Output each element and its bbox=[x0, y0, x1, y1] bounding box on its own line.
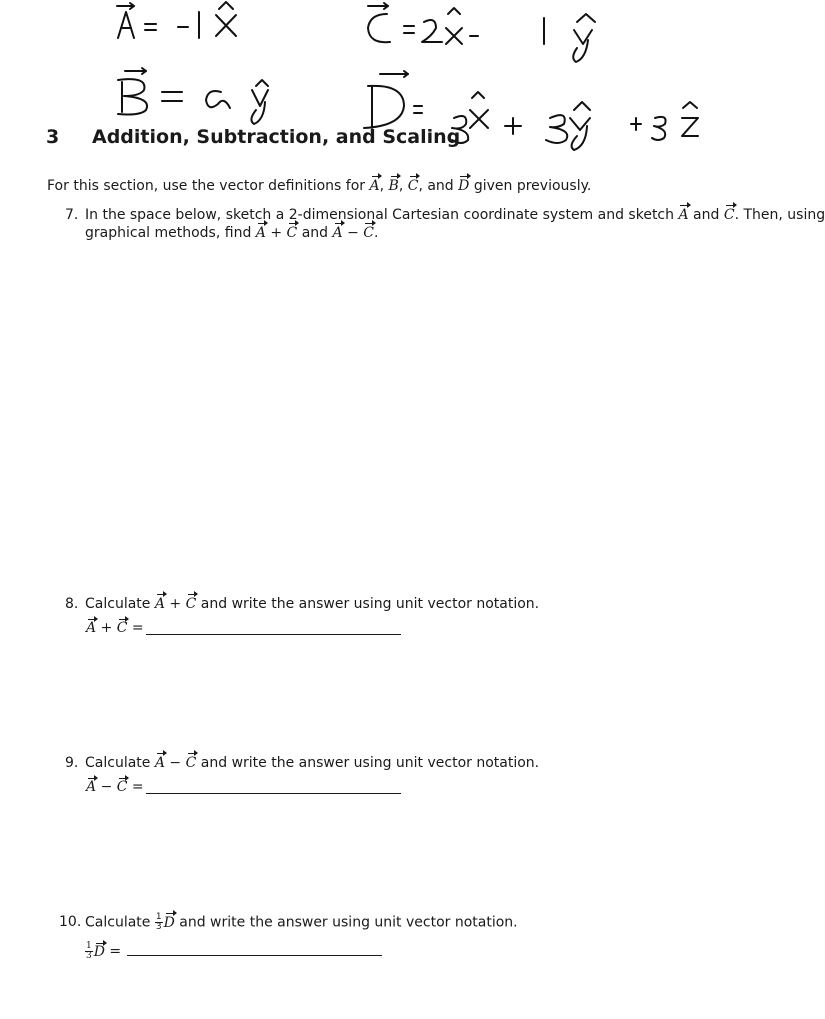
vector-c: C bbox=[185, 755, 197, 771]
fraction-denominator: 3 bbox=[86, 951, 92, 961]
q7-text: graphical methods, find bbox=[85, 225, 256, 241]
q10-text: and write the answer using unit vector notation. bbox=[174, 914, 518, 931]
minus-operator: − bbox=[96, 779, 117, 795]
vector-c: C bbox=[116, 620, 128, 636]
plus-operator: + bbox=[164, 596, 186, 612]
equals-sign: = bbox=[127, 779, 144, 795]
vector-a: A bbox=[154, 755, 165, 771]
vector-a: A bbox=[86, 779, 97, 795]
q9-prompt bbox=[85, 754, 539, 772]
plus-operator: + bbox=[96, 620, 117, 636]
q7-text: . Then, using bbox=[734, 207, 825, 223]
vector-d: D bbox=[163, 914, 175, 931]
handwritten-eq-c bbox=[368, 3, 595, 62]
q7-line-1 bbox=[85, 206, 825, 224]
vector-b: B bbox=[388, 178, 399, 194]
intro-separator: , bbox=[379, 178, 389, 194]
handwritten-eq-a bbox=[117, 2, 236, 38]
q7-text: and bbox=[297, 225, 333, 241]
handwritten-eq-b bbox=[118, 68, 268, 124]
q10-text: Calculate bbox=[85, 914, 155, 931]
fraction-numerator: 1 bbox=[155, 912, 162, 922]
vector-c: C bbox=[286, 225, 298, 241]
plus-operator: + bbox=[265, 225, 287, 241]
section-number: 3 bbox=[46, 126, 60, 148]
q9-number: 9. bbox=[65, 755, 79, 771]
fraction-one-third bbox=[155, 913, 163, 932]
fraction-one-third bbox=[85, 942, 93, 961]
intro-separator: , and bbox=[418, 178, 459, 194]
intro-separator: , bbox=[398, 178, 408, 194]
q9-text: Calculate bbox=[85, 755, 155, 771]
q8-answer-blank[interactable] bbox=[146, 634, 401, 635]
minus-operator: − bbox=[342, 225, 364, 241]
q7-text: and bbox=[688, 207, 724, 223]
q10-number: 10. bbox=[59, 914, 82, 930]
q9-text: and write the answer using unit vector notation. bbox=[196, 755, 540, 771]
section-intro bbox=[47, 177, 591, 195]
q8-answer-label bbox=[86, 620, 144, 636]
q7-line-2 bbox=[85, 224, 378, 242]
q9-answer-blank[interactable] bbox=[146, 793, 401, 794]
q9-answer-label bbox=[86, 779, 144, 795]
q7-text: . bbox=[374, 225, 379, 241]
minus-operator: − bbox=[164, 755, 186, 771]
vector-a: A bbox=[86, 620, 97, 636]
fraction-denominator: 3 bbox=[155, 922, 162, 932]
q8-text: Calculate bbox=[85, 596, 155, 612]
vector-d: D bbox=[93, 943, 105, 960]
vector-a: A bbox=[678, 207, 689, 223]
vector-a: A bbox=[332, 225, 343, 241]
vector-d: D bbox=[458, 178, 470, 194]
q8-text: and write the answer using unit vector notation. bbox=[196, 596, 540, 612]
vector-c: C bbox=[116, 779, 128, 795]
q8-number: 8. bbox=[65, 596, 79, 612]
q10-prompt bbox=[85, 913, 518, 932]
q7-sketch-area[interactable] bbox=[85, 252, 750, 582]
vector-a: A bbox=[154, 596, 165, 612]
intro-text: For this section, use the vector definitions for bbox=[47, 178, 370, 194]
equals-sign: = bbox=[104, 943, 122, 960]
intro-text: given previously. bbox=[469, 178, 592, 194]
vector-a: A bbox=[255, 225, 266, 241]
equals-sign: = bbox=[127, 620, 144, 636]
vector-a: A bbox=[369, 178, 380, 194]
vector-c: C bbox=[407, 178, 419, 194]
section-title: Addition, Subtraction, and Scaling bbox=[92, 126, 461, 148]
vector-c: C bbox=[185, 596, 197, 612]
vector-c: C bbox=[363, 225, 374, 241]
q7-number: 7. bbox=[65, 207, 79, 223]
fraction-numerator: 1 bbox=[86, 941, 92, 951]
q10-answer-label bbox=[85, 942, 121, 961]
q7-text: In the space below, sketch a 2-dimensional Cartesian coordinate system and sketch bbox=[85, 207, 679, 223]
q8-prompt bbox=[85, 595, 539, 613]
vector-c: C bbox=[723, 207, 735, 223]
q10-answer-blank[interactable] bbox=[127, 955, 382, 956]
